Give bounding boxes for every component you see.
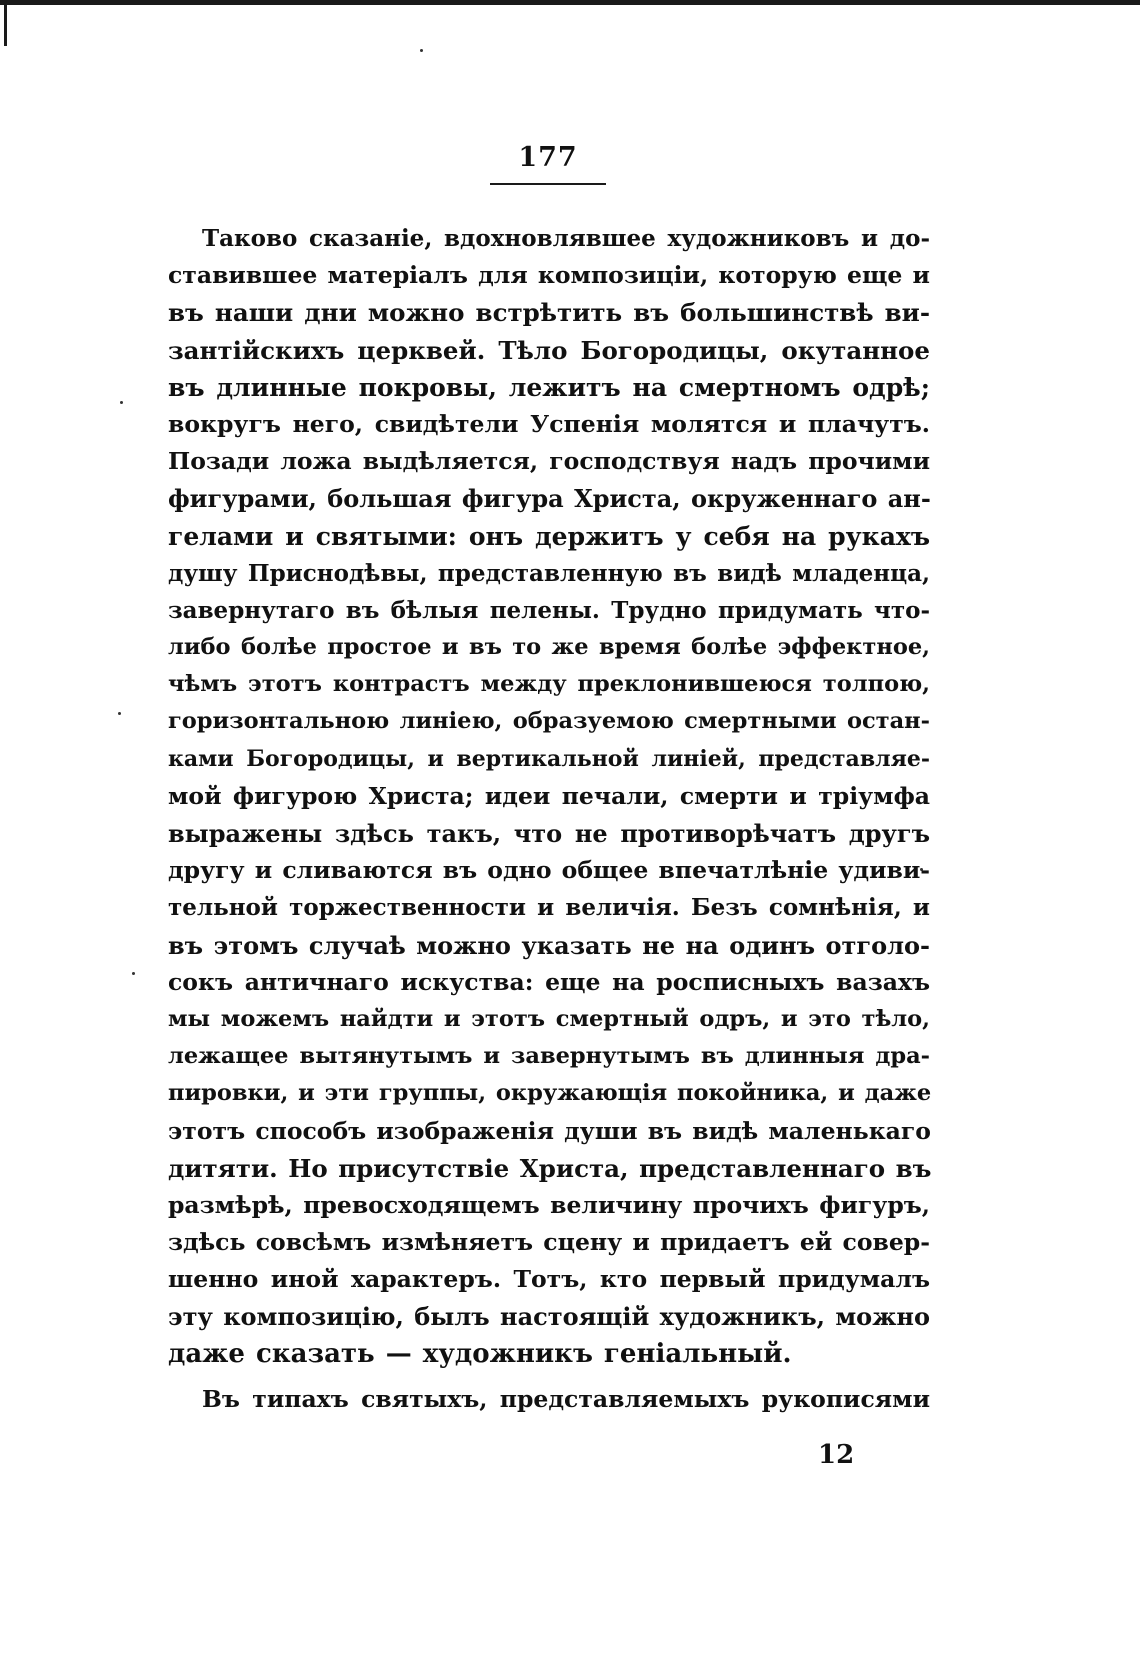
text-line: въ длинные покровы, лежитъ на смертномъ одрѣ; [168,372,930,402]
text-line: пировки, и эти группы, окружающія покойника, и даже [168,1080,932,1107]
text-line: сокъ античнаго искуства: еще на росписныхъ вазахъ [168,967,930,996]
text-line: Позади ложа выдѣляется, господствуя надъ прочими [168,447,930,476]
text-line: горизонтальною линіею, образуемою смертными остан- [168,708,930,735]
text-line: другу и сливаются въ одно общее впечатлѣніе удиви- [168,856,931,885]
scan-speck [132,972,135,975]
scan-speck [420,49,423,52]
text-line: Въ типахъ святыхъ, представляемыхъ рукописями [202,1384,930,1413]
text-line: Таково сказаніе, вдохновлявшее художниковъ и до- [202,225,930,252]
text-line: здѣсь совсѣмъ измѣняетъ сцену и придаетъ ей совер- [168,1228,930,1257]
text-line: завернутаго въ бѣлыя пелены. Трудно придумать что- [168,596,930,624]
text-line: вокругъ него, свидѣтели Успенія молятся и плачутъ. [168,409,930,438]
text-line: ками Богородицы, и вертикальной линіей, представляе- [168,745,930,772]
text-line: мы можемъ найдти и этотъ смертный одръ, и это тѣло, [168,1005,930,1032]
scan-speck [118,712,121,715]
paragraph [168,1381,930,1418]
text-line: душу Приснодѣвы, представленную въ видѣ младенца, [168,559,930,587]
text-line: дитяти. Но присутствіе Христа, представленнаго въ [168,1153,932,1183]
text-line: шенно иной характеръ. Тотъ, кто первый придумалъ [168,1265,930,1294]
text-line: чѣмъ этотъ контрастъ между преклонившеюся толпою, [168,671,930,698]
text-line: въ этомъ случаѣ можно указать не на одинъ отголо- [168,930,930,960]
text-line: либо болѣе простое и въ то же время болѣе эффектное, [168,634,930,661]
body-text [168,220,930,1418]
text-line: фигурами, большая фигура Христа, окруженнаго ан- [168,484,931,514]
text-line: ставившее матеріалъ для композиціи, которую еще и [168,261,930,290]
text-line: зантійскихъ церквей. Тѣло Богородицы, окутанное [168,335,930,365]
text-line: эту композицію, былъ настоящій художникъ, можно [168,1302,930,1332]
text-line: выражены здѣсь такъ, что не противорѣчатъ другъ [168,819,930,848]
text-line: тельной торжественности и величія. Безъ сомнѣнія, и [168,894,930,922]
scan-border-top [0,0,1140,5]
paragraph-gap [168,1373,930,1381]
scan-speck [120,401,123,404]
page-number-rule [490,183,606,185]
text-line: размѣрѣ, превосходящемъ величину прочихъ фигуръ, [168,1190,930,1219]
text-line: даже сказать — художникъ геніальный. [168,1338,792,1369]
text-line: мой фигурою Христа; идеи печали, смерти и тріумфа [168,781,930,810]
page-number: 177 [518,142,578,173]
text-line: лежащее вытянутымъ и завернутымъ въ длинныя дра- [168,1043,930,1070]
text-line: этотъ способъ изображенія души въ видѣ маленькаго [168,1116,931,1145]
text-line: гелами и святыми: онъ держитъ у себя на рукахъ [168,521,930,551]
text-line: въ наши дни можно встрѣтить въ большинствѣ ви- [168,298,930,328]
signature-mark: 12 [818,1440,855,1470]
paragraph [168,220,930,1373]
scan-border-left [4,0,7,46]
